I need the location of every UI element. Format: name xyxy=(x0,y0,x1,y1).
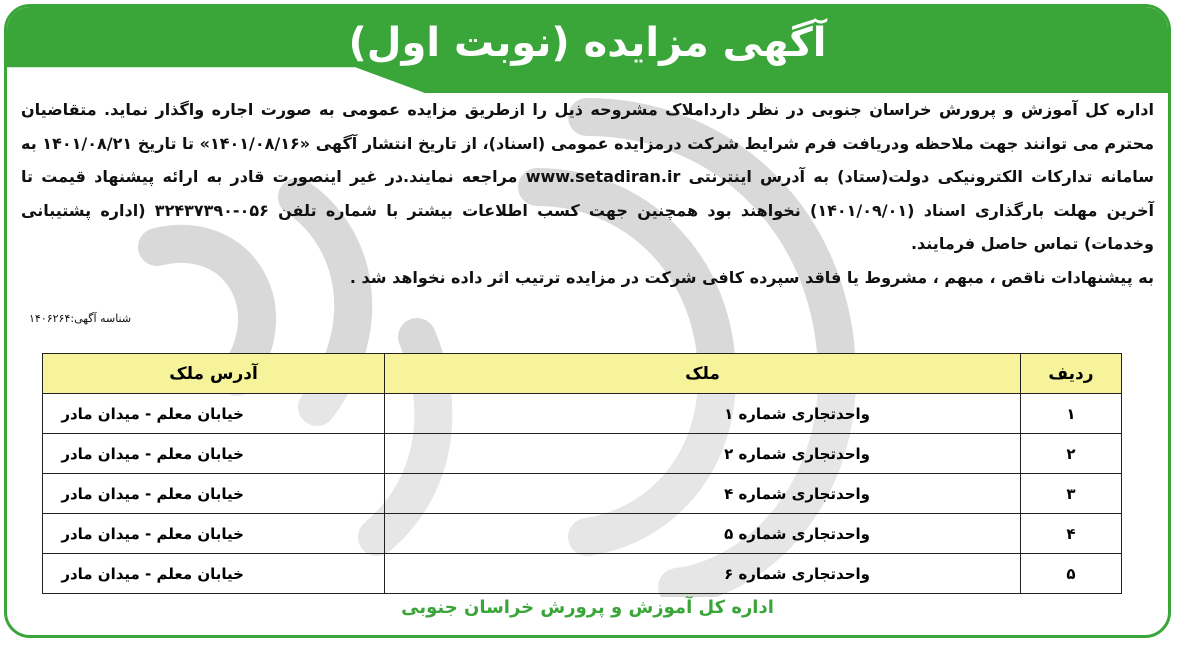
row-address: خیابان معلم - میدان مادر xyxy=(43,554,385,594)
row-address: خیابان معلم - میدان مادر xyxy=(43,434,385,474)
table-row xyxy=(43,394,1122,434)
property-table xyxy=(42,353,1122,594)
row-address: خیابان معلم - میدان مادر xyxy=(43,514,385,554)
row-num: ۴ xyxy=(1021,514,1122,554)
ad-title: آگهی مزایده (نوبت اول) xyxy=(348,20,827,66)
ad-id: شناسه آگهی:۱۴۰۶۲۶۴ xyxy=(29,312,132,325)
footer-organization: اداره کل آموزش و پرورش خراسان جنوبی xyxy=(401,597,774,618)
row-item: واحدتجاری شماره ۱ xyxy=(385,394,1021,434)
header-num: ردیف xyxy=(1021,354,1122,394)
table-row xyxy=(43,514,1122,554)
header-item: ملک xyxy=(385,354,1021,394)
row-num: ۵ xyxy=(1021,554,1122,594)
header-address: آدرس ملک xyxy=(43,354,385,394)
row-address: خیابان معلم - میدان مادر xyxy=(43,394,385,434)
ad-frame xyxy=(4,4,1171,638)
row-item: واحدتجاری شماره ۵ xyxy=(385,514,1021,554)
table-header-row xyxy=(43,354,1122,394)
ad-condition-note: به پیشنهادات ناقص ، مبهم ، مشروط یا فاقد سپرده کافی شرکت در مزایده ترتیب اثر داده نخواهد شد . xyxy=(349,267,1154,287)
table-row xyxy=(43,434,1122,474)
row-item: واحدتجاری شماره ۲ xyxy=(385,434,1021,474)
ad-body-paragraph: اداره کل آموزش و پرورش خراسان جنوبی در نظر داردا‌ملاک مشروحه ذیل را ازطریق مزایده عمومی به صورت اجاره واگذار نماید. متقاضیان محترم می توانند جهت ملاحظه ودریافت فرم شرایط شرکت درمزایده عمومی (اسناد)، از تاریخ انتشار آگهی «۱۴۰۱/۰۸/۱۶» تا تاریخ ۱۴۰۱/۰۸/۲۱ به سامانه تدارکات الکترونیکی دولت(ستاد) به آدرس اینترنتی www.setadiran.ir مراجعه نمایند.در غیر اینصورت قادر به ارائه پیشنهاد قیمت تا آخرین مهلت بارگذاری اسناد (۱۴۰۱/۰۹/۰۱) نخواهند بود همچنین جهت کسب اطلاعات بیشتر با شماره تلفن ۰۵۶-۳۲۴۳۷۳۹۰ (اداره پشتیبانی وخدمات) تماس حاصل فرمایند. xyxy=(21,100,1155,253)
row-num: ۲ xyxy=(1021,434,1122,474)
row-num: ۳ xyxy=(1021,474,1122,514)
row-address: خیابان معلم - میدان مادر xyxy=(43,474,385,514)
table-row xyxy=(43,474,1122,514)
row-item: واحدتجاری شماره ۴ xyxy=(385,474,1021,514)
row-item: واحدتجاری شماره ۶ xyxy=(385,554,1021,594)
row-num: ۱ xyxy=(1021,394,1122,434)
table-row xyxy=(43,554,1122,594)
